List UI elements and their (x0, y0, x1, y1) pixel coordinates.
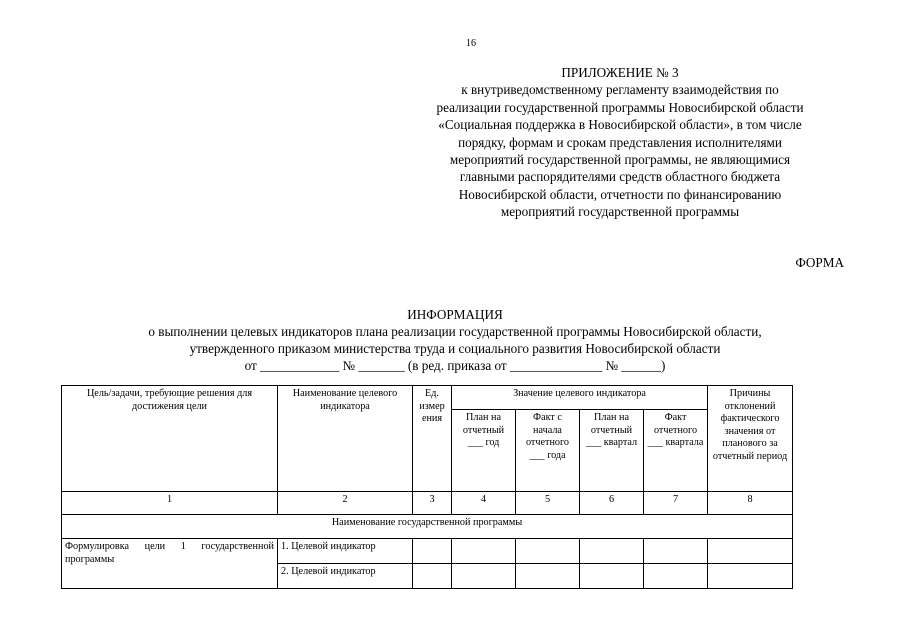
annex-line: порядку, формам и срокам представления исполнителями (458, 134, 782, 150)
annex-line: реализации государственной программы Новосибирской области (436, 99, 804, 115)
column-number: 5 (516, 492, 580, 515)
column-number: 8 (708, 492, 793, 515)
info-title: ИНФОРМАЦИЯ (407, 307, 503, 322)
header-unit: Ед. измер ения (413, 386, 452, 492)
empty-cell (580, 564, 644, 589)
empty-cell (452, 564, 516, 589)
indicator-cell: 2. Целевой индикатор (278, 564, 413, 589)
info-line-3: от ____________ № _______ (в ред. приказа от ______________ № ______) (244, 358, 666, 373)
program-name-cell: Наименование государственной программы (62, 515, 793, 539)
header-indicator-name: Наименование целевого индикатора (278, 386, 413, 492)
info-heading (60, 306, 850, 374)
info-line-1: о выполнении целевых индикаторов плана реализации государственной программы Новосибирской области, (148, 324, 762, 339)
column-number: 7 (644, 492, 708, 515)
table-row (62, 539, 793, 564)
column-number: 2 (278, 492, 413, 515)
header-value-group: Значение целевого индикатора (452, 386, 708, 410)
indicator-cell: 1. Целевой индикатор (278, 539, 413, 564)
annex-header (405, 64, 835, 221)
annex-line: мероприятий государственной программы (500, 204, 740, 220)
column-number: 6 (580, 492, 644, 515)
empty-cell (644, 564, 708, 589)
column-number: 1 (62, 492, 278, 515)
header-fact-year: Факт с начала отчетного ___ года (516, 410, 580, 492)
form-label: ФОРМА (795, 255, 844, 270)
annex-title: ПРИЛОЖЕНИЕ № 3 (561, 65, 679, 80)
program-row (62, 515, 793, 539)
header-reasons: Причины отклонений фактического значения от планового за отчетный период (708, 386, 793, 492)
header-fact-quarter: Факт отчетного ___ квартала (644, 410, 708, 492)
empty-cell (708, 539, 793, 564)
annex-line: «Социальная поддержка в Новосибирской области», в том числе (438, 117, 802, 133)
empty-cell (516, 539, 580, 564)
column-numbers-row (62, 492, 793, 515)
empty-cell (452, 539, 516, 564)
empty-cell (644, 539, 708, 564)
annex-line: к внутриведомственному регламенту взаимодействия по (461, 82, 779, 98)
goal-cell: Формулировка цели 1 государственной программы (62, 539, 278, 589)
page-number: 16 (466, 38, 476, 49)
empty-cell (516, 564, 580, 589)
column-number: 3 (413, 492, 452, 515)
info-line-2: утвержденного приказом министерства труда и социального развития Новосибирской области (189, 341, 721, 356)
empty-cell (413, 564, 452, 589)
annex-line: мероприятий государственной программы, не являющимися (449, 152, 791, 168)
empty-cell (580, 539, 644, 564)
empty-cell (708, 564, 793, 589)
header-plan-quarter: План на отчетный ___ квартал (580, 410, 644, 492)
header-plan-year: План на отчетный ___ год (452, 410, 516, 492)
header-goal: Цель/задачи, требующие решения для достижения цели (62, 386, 278, 492)
annex-line: Новосибирской области, отчетности по финансированию (458, 186, 782, 202)
indicators-table (61, 385, 793, 589)
annex-line: главными распорядителями средств областного бюджета (459, 169, 781, 185)
empty-cell (413, 539, 452, 564)
column-number: 4 (452, 492, 516, 515)
